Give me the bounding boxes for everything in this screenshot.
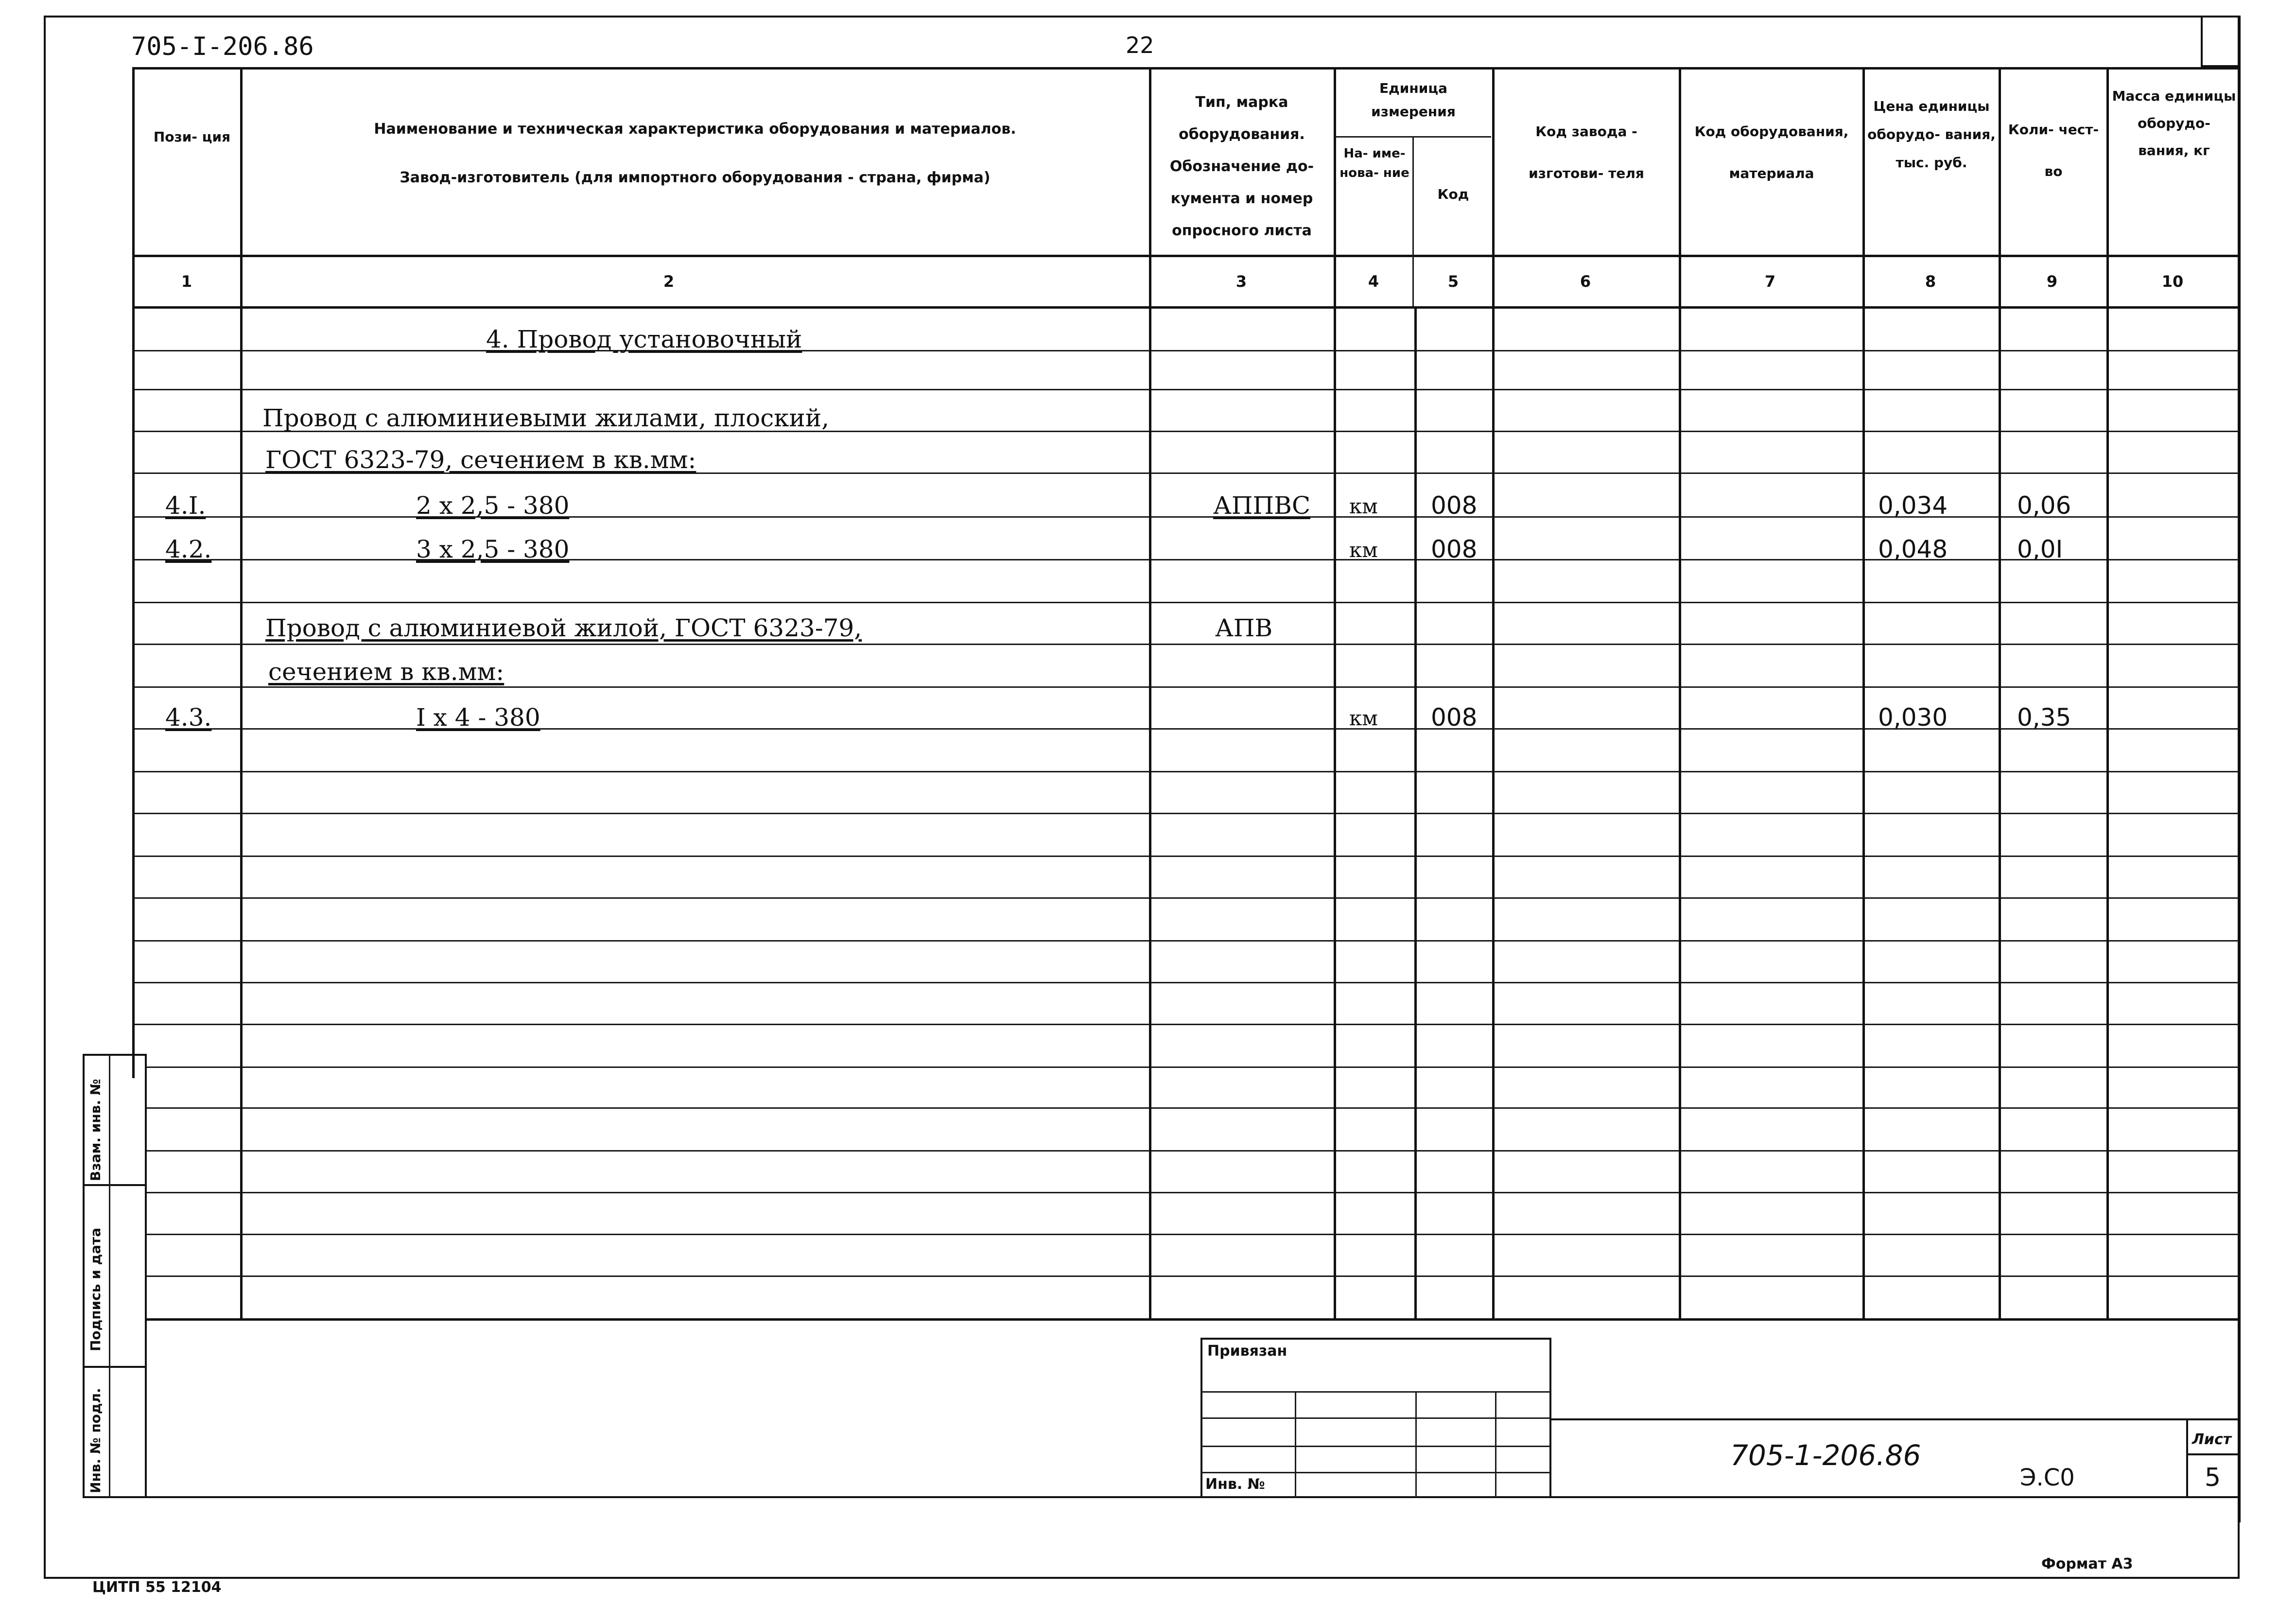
sheet-box-left [2186, 1418, 2188, 1498]
item-1-type: АППВС [1213, 491, 1311, 520]
header-unit-group: Единица измерения [1371, 80, 1456, 120]
stamp-privyazan: Привязан [1207, 1343, 1287, 1360]
column-number: 8 [1925, 272, 1936, 291]
side-label-inv: Инв. № подл. [87, 1388, 104, 1493]
item-3-price: 0,030 [1878, 703, 1948, 732]
column-number: 4 [1368, 272, 1379, 291]
page-number-top: 22 [1126, 32, 1154, 58]
item-2-code: 008 [1431, 535, 1478, 563]
col-line-5 [1412, 136, 1414, 306]
stamp-r2 [1200, 1417, 1550, 1419]
header-mass: Масса единицы оборудо- вания, кг [2112, 88, 2236, 158]
stamp-inv-no: Инв. № [1205, 1476, 1265, 1493]
row-line [132, 389, 2240, 390]
row-line [146, 1192, 2240, 1193]
side-bottom [83, 1496, 2241, 1498]
column-number: 6 [1580, 272, 1591, 291]
row-line [146, 1066, 2240, 1068]
col-line-10 [2106, 67, 2109, 1320]
col-line-1 [132, 67, 135, 1078]
row-line [132, 644, 2240, 645]
title-block-top [1550, 1418, 2240, 1420]
column-number: 1 [181, 272, 192, 291]
item-1-code: 008 [1431, 491, 1478, 520]
header-equipment-code: Код оборудования, материала [1694, 123, 1849, 181]
column-number: 10 [2161, 272, 2184, 291]
stamp-sheet-number: 5 [2205, 1463, 2221, 1492]
header-factory-code: Код завода - изготови- теля [1529, 123, 1644, 181]
side-div2 [83, 1366, 146, 1368]
side-right [145, 1054, 147, 1498]
col-line-8 [1862, 67, 1865, 1320]
group2-line1: Провод с алюминиевой жилой, ГОСТ 6323-79, [265, 614, 862, 642]
header-price: Цена единицы оборудо- вания, тыс. руб. [1867, 98, 1996, 171]
stamp-sheet-label: Лист [2192, 1431, 2232, 1448]
item-2-position: 4.2. [165, 535, 212, 563]
table-top [132, 67, 2240, 70]
item-3-qty: 0,35 [2017, 703, 2071, 732]
col-line-2 [240, 67, 243, 1320]
table-bottom [146, 1318, 2240, 1321]
item-2-qty: 0,0I [2017, 535, 2063, 563]
row-line [146, 1150, 2240, 1152]
item-2-price: 0,048 [1878, 535, 1948, 563]
numbers-bottom [132, 306, 2240, 309]
row-line [132, 771, 2240, 772]
row-line [132, 350, 2240, 351]
item-3-unit: км [1349, 706, 1378, 730]
sheet-box-mid [2186, 1453, 2240, 1455]
col-line-7 [1679, 67, 1681, 1320]
row-line [146, 1234, 2240, 1235]
header-type: Тип, марка оборудования. Обозначение до- кумента и номер опросного листа [1169, 94, 1314, 239]
stamp-r4 [1200, 1472, 1550, 1473]
row-line [146, 1275, 2240, 1277]
item-1-position: 4.I. [165, 491, 206, 520]
stamp-top [1200, 1338, 1550, 1340]
side-inner [109, 1054, 110, 1498]
row-line [132, 1024, 2240, 1025]
group2-type: АПВ [1215, 614, 1273, 642]
row-line [146, 1107, 2240, 1109]
col-line-9 [1999, 67, 2001, 1320]
col-line-5b [1414, 306, 1417, 1320]
row-line [132, 686, 2240, 688]
col-line-3 [1149, 67, 1151, 1320]
inner-right [2239, 16, 2241, 1522]
header-quantity: Коли- чест- во [2008, 122, 2099, 179]
item-3-code: 008 [1431, 703, 1478, 732]
side-top [83, 1054, 146, 1056]
row-line [132, 856, 2240, 857]
corner-box-left [2201, 16, 2203, 66]
section-title: 4. Провод установочный [486, 325, 802, 353]
row-line [132, 813, 2240, 814]
header-name-line2: Завод-изготовитель (для импортного оборудования - страна, фирма) [400, 169, 991, 186]
header-name-line1: Наименование и техническая характеристика оборудования и материалов. [374, 121, 1016, 138]
stamp-r3 [1200, 1446, 1550, 1447]
column-number: 3 [1235, 272, 1247, 291]
item-2-name: 3 x 2,5 - 380 [416, 535, 570, 563]
doc-code-top: 705-I-206.86 [131, 32, 314, 61]
item-1-qty: 0,06 [2017, 491, 2071, 520]
row-line [132, 602, 2240, 603]
row-line [132, 982, 2240, 983]
group2-line2: сечением в кв.мм: [268, 658, 504, 686]
footer-left-code: ЦИТП 55 12104 [92, 1579, 222, 1596]
side-label-podpis: Подпись и дата [87, 1227, 104, 1351]
stamp-c2 [1415, 1391, 1417, 1498]
item-1-price: 0,034 [1878, 491, 1948, 520]
group1-line2: ГОСТ 6323-79, сечением в кв.мм: [265, 446, 696, 474]
stamp-r1 [1200, 1391, 1550, 1393]
header-unit-name: На- име- нова- ние [1339, 146, 1409, 180]
stamp-doc-code: 705-1-206.86 [1730, 1439, 1921, 1472]
frame-top [44, 16, 2240, 17]
header-unit-code: Код [1437, 186, 1469, 202]
footer-format: Формат А3 [2041, 1555, 2133, 1572]
side-div1 [83, 1184, 146, 1186]
side-left [83, 1054, 85, 1498]
stamp-mark: Э.С0 [2020, 1464, 2075, 1491]
header-bottom [132, 255, 2240, 257]
side-label-vzam: Взам. инв. № [87, 1079, 104, 1181]
row-line [132, 897, 2240, 899]
stamp-c1 [1295, 1391, 1296, 1498]
row-line [132, 940, 2240, 942]
header-position: Пози- ция [153, 129, 231, 145]
col-line-6 [1492, 67, 1495, 1320]
item-2-unit: км [1349, 538, 1378, 562]
item-3-position: 4.3. [165, 703, 212, 732]
stamp-c3 [1495, 1391, 1496, 1498]
item-1-name: 2 x 2,5 - 380 [416, 491, 570, 520]
column-number: 9 [2046, 272, 2058, 291]
column-number: 5 [1447, 272, 1459, 291]
item-1-unit: км [1349, 494, 1378, 518]
column-number: 2 [663, 272, 675, 291]
item-3-name: I x 4 - 380 [416, 703, 540, 732]
group1-line1: Провод с алюминиевыми жилами, плоский, [262, 404, 830, 432]
frame-bottom [44, 1577, 2240, 1579]
col-line-4 [1334, 67, 1336, 1320]
column-number: 7 [1764, 272, 1776, 291]
frame-left [44, 16, 46, 1579]
